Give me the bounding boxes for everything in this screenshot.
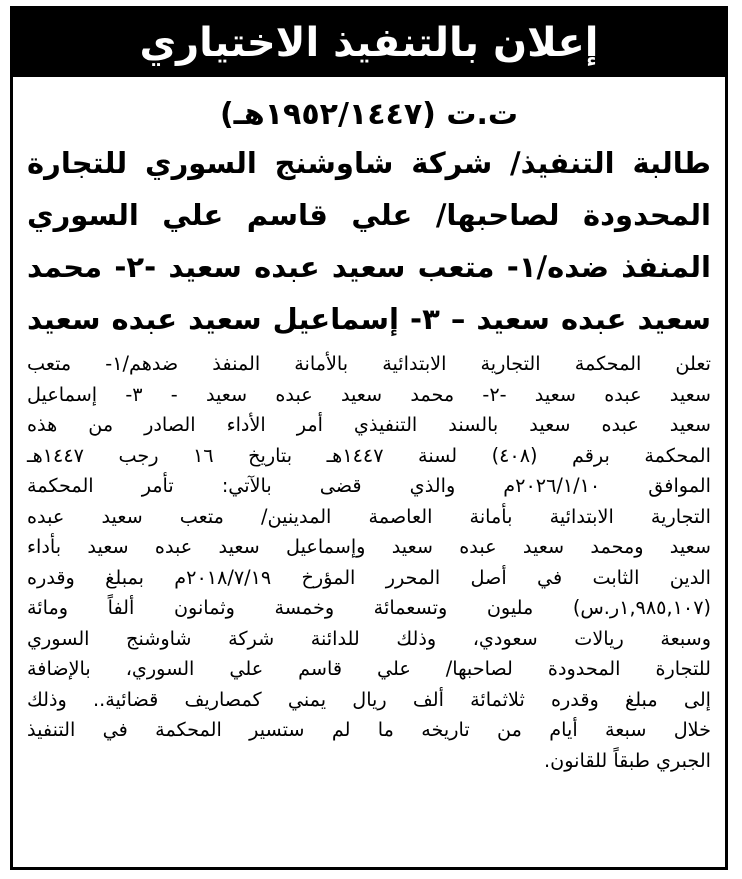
body-line: للتجارة المحدودة لصاحبها/ علي قاسم علي السوري، بالإضافة <box>27 657 711 680</box>
body-line: الدين الثابت في أصل المحرر المؤرخ ٢٠١٨/٧/١٩م بمبلغ وقدره <box>27 565 711 589</box>
headline-line: المحدودة لصاحبها/ علي قاسم علي السوري <box>27 198 711 232</box>
body-line: سعيد عبده سعيد -٢- محمد سعيد عبده سعيد - ٣- إسماعيل <box>27 382 711 406</box>
body-line: المحكمة برقم (٤٠٨) لسنة ١٤٤٧هـ بتاريخ ١٦ رجب ١٤٤٧هـ <box>27 443 711 467</box>
body-line: وسبعة ريالات سعودي، وذلك للدائنة شركة شاوشنج السوري <box>27 626 711 650</box>
body-line: سعيد عبده سعيد بالسند التنفيذي أمر الأداء الصادر من هذه <box>27 413 711 436</box>
headline-line: سعيد عبده سعيد – ٣- إسماعيل سعيد عبده سعيد <box>27 302 711 336</box>
notice-content <box>13 77 725 776</box>
case-number: ت.ت (١٩٥٢/١٤٤٧هـ) <box>219 97 519 132</box>
body-line: سعيد ومحمد سعيد عبده سعيد وإسماعيل سعيد عبده سعيد بأداء <box>27 535 711 558</box>
body-line: خلال سبعة أيام من تاريخه ما لم ستسير المحكمة في التنفيذ <box>27 718 711 741</box>
notice-body <box>27 349 711 776</box>
notice-title: إعلان بالتنفيذ الاختياري <box>13 9 725 77</box>
notice-frame <box>10 6 728 870</box>
headline-line: طالبة التنفيذ/ شركة شاوشنج السوري للتجارة <box>27 146 711 180</box>
body-line: التجارية الابتدائية بأمانة العاصمة المدينين/ متعب سعيد عبده <box>27 504 711 528</box>
body-line: الموافق ٢٠٢٦/١/١٠م والذي قضى بالآتي: تأمر المحكمة <box>27 474 711 497</box>
headline-line: المنفذ ضده/١- متعب سعيد عبده سعيد -٢- محمد <box>27 250 712 284</box>
body-line: (١,٩٨٥,١٠٧ر.س) مليون وتسعمائة وخمسة وثمانون ألفاً ومائة <box>27 596 711 619</box>
body-line: إلى مبلغ وقدره ثلاثمائة ألف ريال يمني كمصاريف قضائية.. وذلك <box>27 687 711 711</box>
body-line: الجبري طبقاً للقانون. <box>544 748 711 772</box>
body-line: تعلن المحكمة التجارية الابتدائية بالأمانة المنفذ ضدهم/١- متعب <box>27 352 711 375</box>
